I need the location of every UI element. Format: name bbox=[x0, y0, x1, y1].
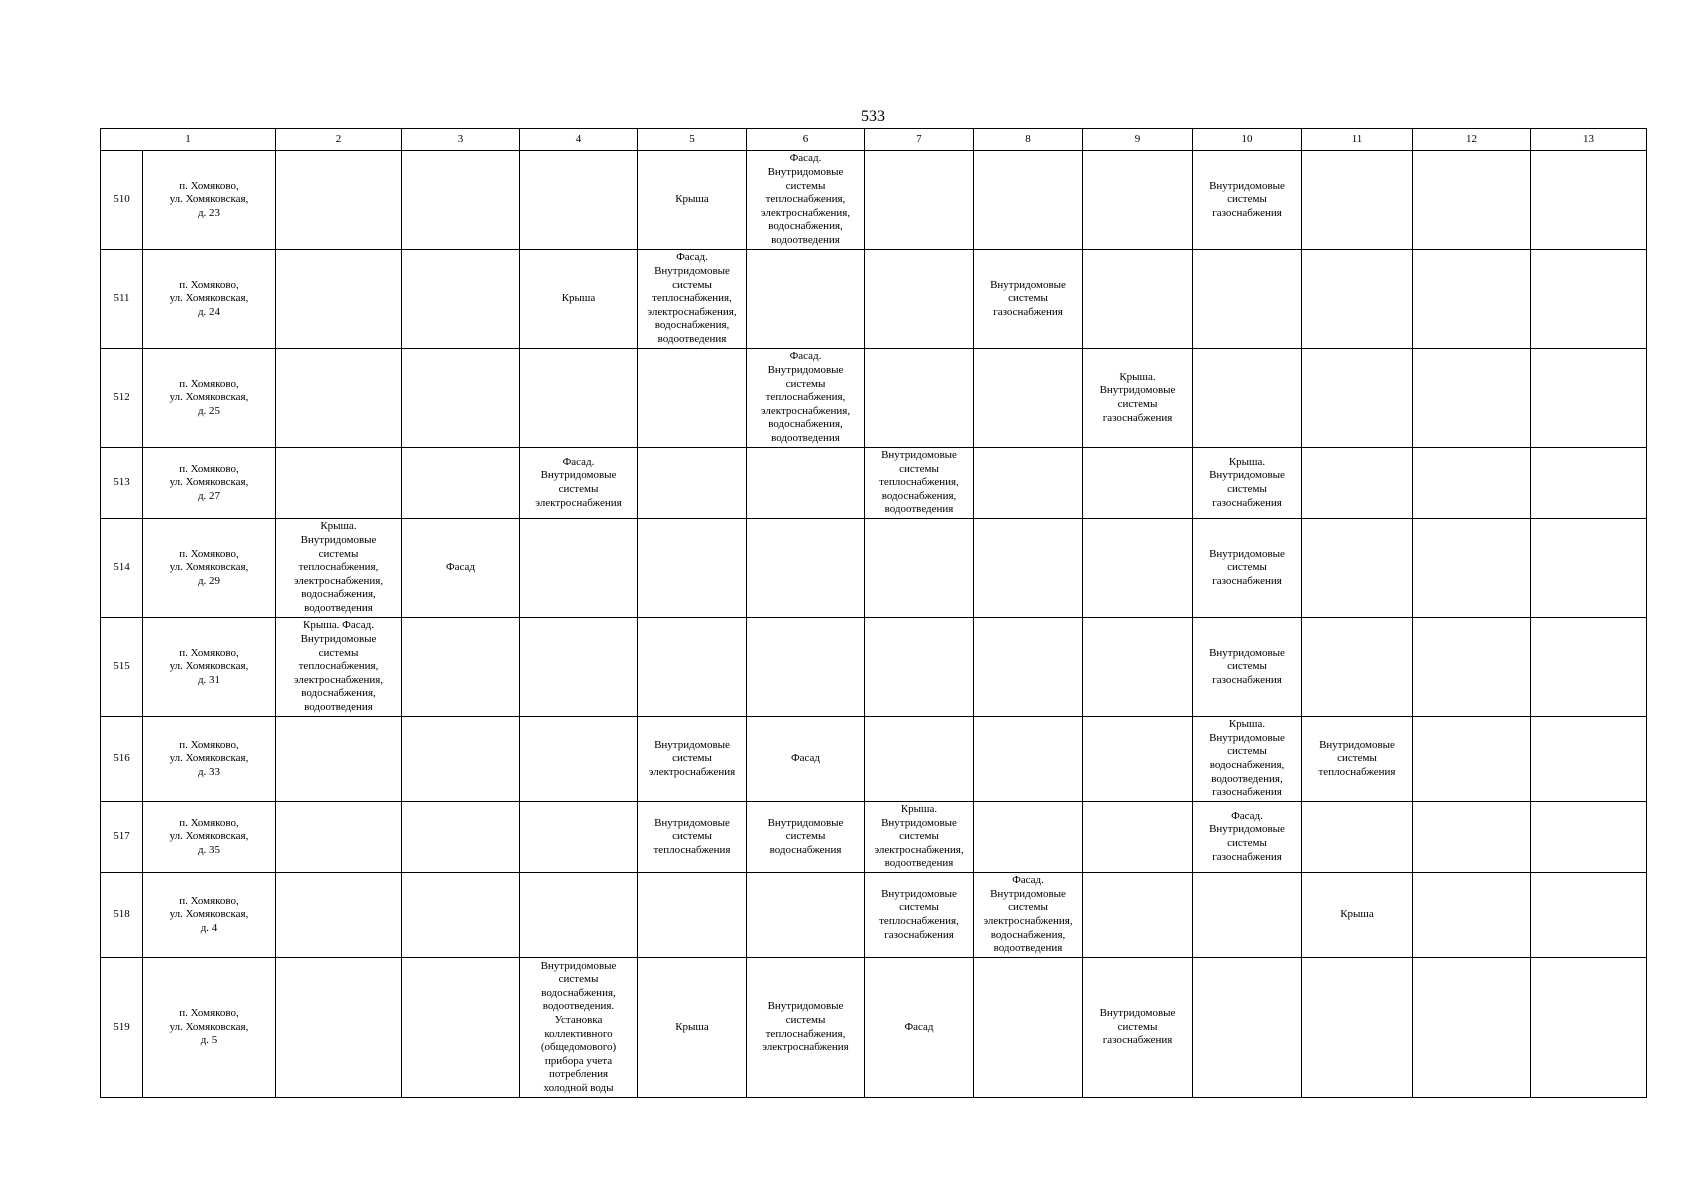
work-cell: Внутридомовые системы теплоснабжения bbox=[638, 802, 747, 873]
table-row bbox=[101, 250, 1647, 349]
table-row bbox=[101, 519, 1647, 618]
column-header: 7 bbox=[865, 129, 974, 151]
row-number-cell: 512 bbox=[101, 349, 143, 448]
work-cell bbox=[974, 519, 1083, 618]
work-cell bbox=[865, 717, 974, 802]
row-number-cell: 517 bbox=[101, 802, 143, 873]
work-cell bbox=[1413, 448, 1531, 519]
column-header: 4 bbox=[520, 129, 638, 151]
work-cell: Внутридомовые системы водоснабжения bbox=[747, 802, 865, 873]
work-cell bbox=[520, 349, 638, 448]
address-cell: п. Хомяково, ул. Хомяковская, д. 23 bbox=[143, 151, 276, 250]
column-header: 6 bbox=[747, 129, 865, 151]
work-cell: Внутридомовые системы теплоснабжения, водоснабжения, водоотведения bbox=[865, 448, 974, 519]
work-cell bbox=[402, 618, 520, 717]
work-cell bbox=[865, 519, 974, 618]
work-cell: Фасад. Внутридомовые системы электроснабжения bbox=[520, 448, 638, 519]
work-cell: Крыша bbox=[638, 958, 747, 1098]
work-cell bbox=[520, 519, 638, 618]
work-cell bbox=[747, 448, 865, 519]
work-cell bbox=[1193, 349, 1302, 448]
address-cell: п. Хомяково, ул. Хомяковская, д. 31 bbox=[143, 618, 276, 717]
column-number-row bbox=[101, 129, 1647, 151]
work-cell bbox=[276, 151, 402, 250]
work-cell bbox=[1302, 250, 1413, 349]
work-cell: Фасад. Внутридомовые системы газоснабжения bbox=[1193, 802, 1302, 873]
work-cell bbox=[276, 873, 402, 958]
work-cell bbox=[520, 151, 638, 250]
work-cell bbox=[638, 618, 747, 717]
work-cell bbox=[1413, 958, 1531, 1098]
address-cell: п. Хомяково, ул. Хомяковская, д. 27 bbox=[143, 448, 276, 519]
page-number: 533 bbox=[861, 108, 885, 125]
work-cell bbox=[276, 717, 402, 802]
work-cell bbox=[1302, 349, 1413, 448]
table-row bbox=[101, 717, 1647, 802]
work-cell bbox=[1413, 873, 1531, 958]
work-cell bbox=[865, 349, 974, 448]
row-number-cell: 514 bbox=[101, 519, 143, 618]
work-cell bbox=[1302, 151, 1413, 250]
repair-schedule-table bbox=[100, 128, 1647, 1098]
row-number-cell: 518 bbox=[101, 873, 143, 958]
address-cell: п. Хомяково, ул. Хомяковская, д. 35 bbox=[143, 802, 276, 873]
work-cell bbox=[1083, 448, 1193, 519]
address-cell: п. Хомяково, ул. Хомяковская, д. 24 bbox=[143, 250, 276, 349]
work-cell bbox=[1193, 873, 1302, 958]
table-row bbox=[101, 448, 1647, 519]
work-cell bbox=[276, 448, 402, 519]
work-cell: Внутридомовые системы газоснабжения bbox=[1193, 618, 1302, 717]
table-row bbox=[101, 958, 1647, 1098]
table-row bbox=[101, 349, 1647, 448]
table-body bbox=[101, 151, 1647, 1098]
column-header: 2 bbox=[276, 129, 402, 151]
work-cell bbox=[1302, 802, 1413, 873]
work-cell: Крыша. Внутридомовые системы водоснабжения, водоотведения, газоснабжения bbox=[1193, 717, 1302, 802]
work-cell bbox=[402, 873, 520, 958]
work-cell bbox=[1531, 250, 1647, 349]
column-header: 3 bbox=[402, 129, 520, 151]
work-cell bbox=[1531, 717, 1647, 802]
work-cell: Фасад bbox=[402, 519, 520, 618]
work-cell bbox=[402, 250, 520, 349]
work-cell bbox=[1413, 802, 1531, 873]
work-cell: Крыша. Внутридомовые системы электроснабжения, водоотведения bbox=[865, 802, 974, 873]
work-cell: Внутридомовые системы водоснабжения, водоотведения. Установка коллективного (общедомового) прибора учета потребления холодной воды bbox=[520, 958, 638, 1098]
work-cell: Крыша bbox=[1302, 873, 1413, 958]
column-header: 8 bbox=[974, 129, 1083, 151]
work-cell bbox=[1531, 448, 1647, 519]
work-cell: Крыша. Внутридомовые системы газоснабжения bbox=[1193, 448, 1302, 519]
work-cell: Крыша. Фасад. Внутридомовые системы теплоснабжения, электроснабжения, водоснабжения, водоотведения bbox=[276, 618, 402, 717]
row-number-cell: 519 bbox=[101, 958, 143, 1098]
table-row bbox=[101, 151, 1647, 250]
address-cell: п. Хомяково, ул. Хомяковская, д. 4 bbox=[143, 873, 276, 958]
work-cell bbox=[402, 448, 520, 519]
table-row bbox=[101, 802, 1647, 873]
row-number-cell: 515 bbox=[101, 618, 143, 717]
work-cell: Внутридомовые системы теплоснабжения, электроснабжения bbox=[747, 958, 865, 1098]
work-cell bbox=[1531, 618, 1647, 717]
column-header: 11 bbox=[1302, 129, 1413, 151]
work-cell bbox=[1413, 349, 1531, 448]
row-number-cell: 510 bbox=[101, 151, 143, 250]
work-cell: Фасад. Внутридомовые системы электроснабжения, водоснабжения, водоотведения bbox=[974, 873, 1083, 958]
work-cell bbox=[974, 717, 1083, 802]
work-cell bbox=[1083, 618, 1193, 717]
address-cell: п. Хомяково, ул. Хомяковская, д. 33 bbox=[143, 717, 276, 802]
column-header: 1 bbox=[101, 129, 276, 151]
work-cell bbox=[276, 349, 402, 448]
work-cell bbox=[520, 873, 638, 958]
work-cell: Фасад bbox=[747, 717, 865, 802]
work-cell bbox=[974, 802, 1083, 873]
work-cell bbox=[1531, 958, 1647, 1098]
work-cell: Крыша bbox=[520, 250, 638, 349]
work-cell: Внутридомовые системы электроснабжения bbox=[638, 717, 747, 802]
work-cell bbox=[747, 519, 865, 618]
work-cell bbox=[1413, 519, 1531, 618]
work-cell: Внутридомовые системы теплоснабжения bbox=[1302, 717, 1413, 802]
row-number-cell: 516 bbox=[101, 717, 143, 802]
work-cell bbox=[1531, 873, 1647, 958]
work-cell bbox=[276, 958, 402, 1098]
row-number-cell: 513 bbox=[101, 448, 143, 519]
work-cell bbox=[1413, 151, 1531, 250]
work-cell: Внутридомовые системы газоснабжения bbox=[1193, 519, 1302, 618]
work-cell bbox=[638, 349, 747, 448]
work-cell: Крыша. Внутридомовые системы газоснабжения bbox=[1083, 349, 1193, 448]
work-cell bbox=[747, 873, 865, 958]
work-cell bbox=[402, 717, 520, 802]
table-row bbox=[101, 618, 1647, 717]
work-cell bbox=[1083, 802, 1193, 873]
work-cell: Фасад bbox=[865, 958, 974, 1098]
address-cell: п. Хомяково, ул. Хомяковская, д. 5 bbox=[143, 958, 276, 1098]
column-header: 5 bbox=[638, 129, 747, 151]
work-cell bbox=[747, 618, 865, 717]
work-cell bbox=[520, 802, 638, 873]
work-cell bbox=[974, 349, 1083, 448]
work-cell bbox=[1193, 958, 1302, 1098]
work-cell bbox=[865, 151, 974, 250]
work-cell bbox=[638, 448, 747, 519]
work-cell: Фасад. Внутридомовые системы теплоснабжения, электроснабжения, водоснабжения, водоотведения bbox=[747, 151, 865, 250]
work-cell bbox=[638, 873, 747, 958]
column-header: 9 bbox=[1083, 129, 1193, 151]
work-cell bbox=[520, 618, 638, 717]
work-cell bbox=[974, 618, 1083, 717]
work-cell bbox=[402, 349, 520, 448]
work-cell: Крыша bbox=[638, 151, 747, 250]
work-cell bbox=[974, 151, 1083, 250]
work-cell bbox=[865, 250, 974, 349]
work-cell bbox=[1302, 448, 1413, 519]
work-cell bbox=[1531, 519, 1647, 618]
work-cell bbox=[1302, 958, 1413, 1098]
row-number-cell: 511 bbox=[101, 250, 143, 349]
address-cell: п. Хомяково, ул. Хомяковская, д. 25 bbox=[143, 349, 276, 448]
work-cell bbox=[1083, 873, 1193, 958]
table-row bbox=[101, 873, 1647, 958]
work-cell bbox=[638, 519, 747, 618]
work-cell bbox=[1083, 519, 1193, 618]
work-cell: Внутридомовые системы газоснабжения bbox=[1083, 958, 1193, 1098]
work-cell bbox=[1083, 250, 1193, 349]
work-cell bbox=[276, 802, 402, 873]
work-cell: Фасад. Внутридомовые системы теплоснабжения, электроснабжения, водоснабжения, водоотведения bbox=[638, 250, 747, 349]
column-header: 13 bbox=[1531, 129, 1647, 151]
work-cell bbox=[1083, 717, 1193, 802]
column-header: 10 bbox=[1193, 129, 1302, 151]
work-cell bbox=[520, 717, 638, 802]
work-cell bbox=[1083, 151, 1193, 250]
work-cell: Внутридомовые системы теплоснабжения, газоснабжения bbox=[865, 873, 974, 958]
work-cell: Фасад. Внутридомовые системы теплоснабжения, электроснабжения, водоснабжения, водоотведения bbox=[747, 349, 865, 448]
address-cell: п. Хомяково, ул. Хомяковская, д. 29 bbox=[143, 519, 276, 618]
work-cell bbox=[1302, 618, 1413, 717]
work-cell bbox=[747, 250, 865, 349]
work-cell bbox=[1531, 349, 1647, 448]
work-cell: Внутридомовые системы газоснабжения bbox=[974, 250, 1083, 349]
work-cell bbox=[1413, 250, 1531, 349]
work-cell: Внутридомовые системы газоснабжения bbox=[1193, 151, 1302, 250]
work-cell bbox=[402, 151, 520, 250]
work-cell bbox=[1531, 151, 1647, 250]
work-cell bbox=[1413, 618, 1531, 717]
work-cell bbox=[276, 250, 402, 349]
work-cell bbox=[1531, 802, 1647, 873]
work-cell bbox=[974, 448, 1083, 519]
work-cell bbox=[974, 958, 1083, 1098]
work-cell bbox=[402, 958, 520, 1098]
work-cell bbox=[1193, 250, 1302, 349]
work-cell bbox=[1413, 717, 1531, 802]
work-cell: Крыша. Внутридомовые системы теплоснабжения, электроснабжения, водоснабжения, водоотведения bbox=[276, 519, 402, 618]
column-header: 12 bbox=[1413, 129, 1531, 151]
work-cell bbox=[402, 802, 520, 873]
work-cell bbox=[865, 618, 974, 717]
work-cell bbox=[1302, 519, 1413, 618]
